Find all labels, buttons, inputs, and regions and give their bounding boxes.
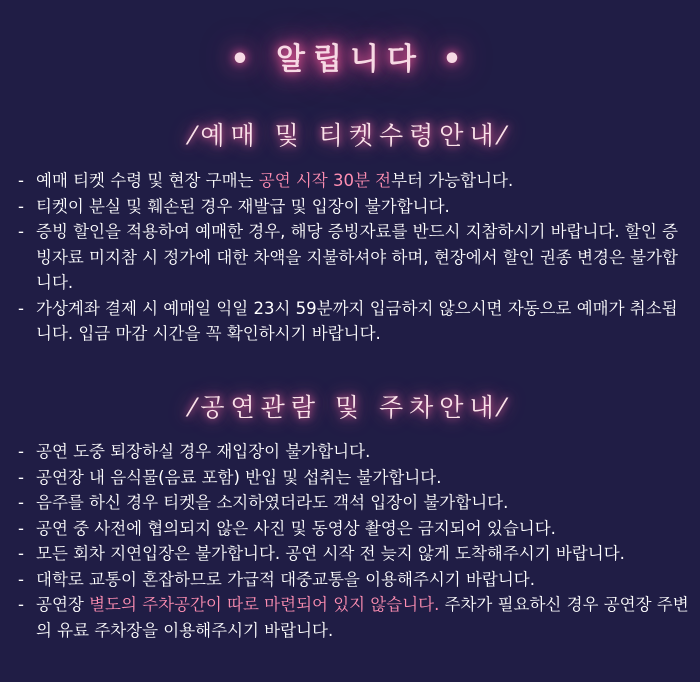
list-item: - 증빙 할인을 적용하여 예매한 경우, 해당 증빙자료를 반드시 지참하시기 바랍니다. 할인 증빙자료 미지참 시 정가에 대한 차액을 지불하셔야 하며, 현장에서 할인 권종 변경은 불가합니다. bbox=[18, 219, 690, 296]
list-item: - 공연 중 사전에 협의되지 않은 사진 및 동영상 촬영은 금지되어 있습니다. bbox=[18, 516, 690, 542]
list-item: - 가상계좌 결제 시 예매일 익일 23시 59분까지 입금하지 않으시면 자동으로 예매가 취소됩니다. 입금 마감 시간을 꼭 확인하시기 바랍니다. bbox=[18, 296, 690, 347]
list-item: - 공연 도중 퇴장하실 경우 재입장이 불가합니다. bbox=[18, 439, 690, 465]
list-item: - 모든 회차 지연입장은 불가합니다. 공연 시작 전 늦지 않게 도착해주시기 바랍니다. bbox=[18, 541, 690, 567]
ticket-section-heading: ⁄예매 및 티켓수령안내⁄ bbox=[190, 121, 510, 150]
highlight-text: 공연 시작 30분 전 bbox=[258, 171, 392, 190]
list-item: - 대학로 교통이 혼잡하므로 가급적 대중교통을 이용해주시기 바랍니다. bbox=[18, 567, 690, 593]
viewing-notes-list bbox=[18, 439, 690, 643]
ticket-notes-list bbox=[18, 168, 690, 347]
list-item: - 티켓이 분실 및 훼손된 경우 재발급 및 입장이 불가합니다. bbox=[18, 194, 690, 220]
list-item: - 공연장 별도의 주차공간이 따로 마련되어 있지 않습니다. 주차가 필요하신 경우 공연장 주변의 유료 주차장을 이용해주시기 바랍니다. bbox=[18, 592, 690, 643]
list-item: - 공연장 내 음식물(음료 포함) 반입 및 섭취는 불가합니다. bbox=[18, 465, 690, 491]
notice-title: • 알립니다 • bbox=[230, 42, 470, 77]
parking-section-heading: ⁄공연관람 및 주차안내⁄ bbox=[190, 393, 510, 422]
list-item: - 음주를 하신 경우 티켓을 소지하였더라도 객석 입장이 불가합니다. bbox=[18, 490, 690, 516]
highlight-text: 별도의 주차공간이 따로 마련되어 있지 않습니다. bbox=[89, 595, 440, 614]
list-item: - 예매 티켓 수령 및 현장 구매는 공연 시작 30분 전부터 가능합니다. bbox=[18, 168, 690, 194]
